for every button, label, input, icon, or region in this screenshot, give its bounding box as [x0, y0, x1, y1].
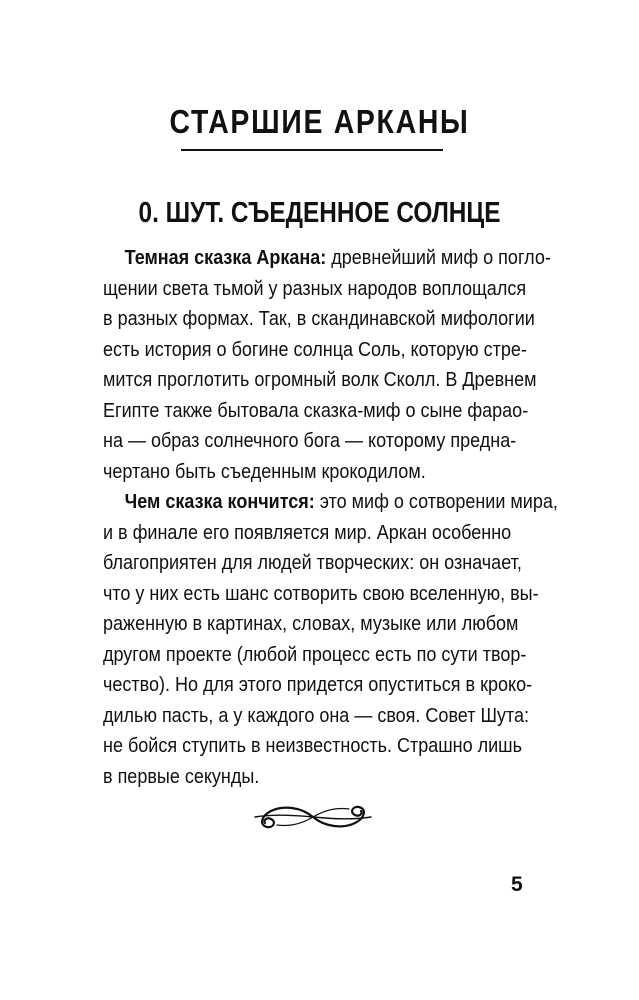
paragraph-line: чество). Но для этого придется опуститься в кроко- — [103, 674, 533, 696]
paragraph-line: дилью пасть, а у каждого она — своя. Совет Шута: — [103, 704, 530, 727]
paragraph-line-text: это миф о сотворении мира, — [314, 491, 558, 513]
paragraph-line: что у них есть шанс сотворить свою вселенную, вы- — [103, 582, 539, 605]
paragraph-dark-tale — [103, 243, 551, 487]
paragraph-line: раженную в картинах, словах, музыке или любом — [103, 613, 519, 635]
title-underline — [181, 149, 443, 151]
paragraph-line: другом проекте (любой процесс есть по сути твор- — [103, 643, 527, 666]
paragraph-line: благоприятен для людей творческих: он означает, — [103, 552, 522, 574]
paragraph-ending — [103, 487, 558, 792]
paragraph-line: в первые секунды. — [103, 765, 260, 788]
paragraph-line: не бойся ступить в неизвестность. Страшно лишь — [103, 735, 522, 757]
paragraph-line — [103, 487, 558, 518]
paragraph-line: щении света тьмой у разных народов воплощался — [103, 277, 527, 300]
paragraph-line: есть история о богине солнца Соль, которую стре- — [103, 338, 527, 361]
body-text — [103, 243, 558, 792]
paragraph-line: Египте также бытовала сказка-миф о сыне фараo- — [103, 399, 529, 422]
paragraph-lead: Чем сказка кончится: — [124, 491, 315, 513]
paragraph-line: мится проглотить огромный волк Сколл. В Древнем — [103, 369, 537, 391]
paragraph-lead: Темная сказка Аркана: — [124, 247, 327, 269]
paragraph-line: и в финале его появляется мир. Аркан особенно — [103, 521, 512, 544]
paragraph-line — [103, 243, 551, 274]
chapter-title: СТАРШИЕ АРКАНЫ — [169, 103, 470, 140]
paragraph-line: в разных формах. Так, в скандинавской мифологии — [103, 308, 535, 330]
flourish-ornament-icon — [253, 797, 373, 837]
page-number: 5 — [511, 873, 523, 896]
section-title: 0. ШУТ. СЪЕДЕННОЕ СОЛНЦЕ — [138, 197, 501, 229]
paragraph-line-text: древнейший миф о погло- — [326, 247, 551, 269]
paragraph-line: чертано быть съеденным крокодилом. — [103, 460, 426, 483]
paragraph-line: на — образ солнечного бога — которому предна- — [103, 430, 517, 452]
